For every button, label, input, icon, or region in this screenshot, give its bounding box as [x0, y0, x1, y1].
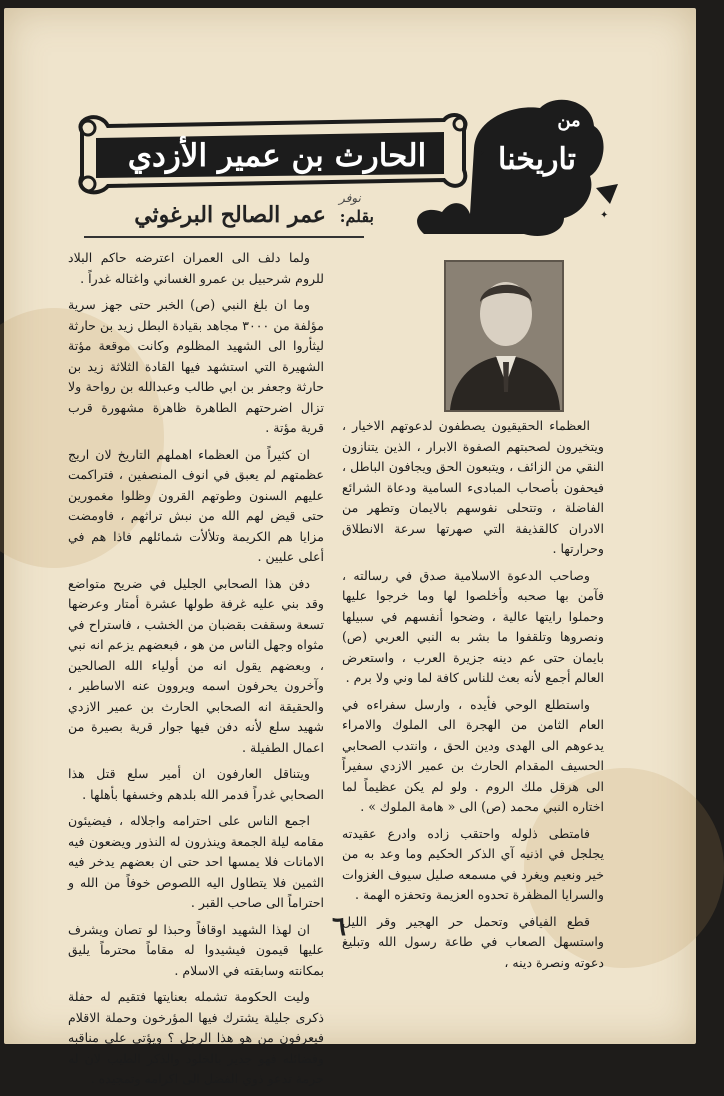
ornament-curl	[81, 177, 95, 191]
magazine-page	[4, 8, 696, 1086]
signature-mark: نوفر	[339, 191, 361, 205]
byline-label: بقلم:	[339, 207, 374, 226]
paragraph: ولما دلف الى العمران اعترضه حاكم البلاد للروم شرحبيل بن عمرو الغساني واغتاله غدراً .	[68, 250, 324, 286]
article-title: الحارث بن عمير الأزدي	[127, 138, 427, 174]
article-column-left	[68, 248, 324, 1096]
star-icon: ✦	[600, 210, 609, 221]
paragraph: اجمع الناس على احترامه واجلاله ، فيضيئون مقامه ليلة الجمعة وينذرون له النذور ويضعون فيه الامانات فلا يمسها احد حتى ان بعضهم يدخر فيه الثمين فلا يتطاول اليه اللصوص خوفاً من الله و احتراماً الى صاحب القبر .	[68, 813, 324, 910]
paragraph: قطع الفيافي وتحمل حر الهجير وقر الليل واستسهل الصعاب في طاعة رسول الله وتبليغ دعوته ونصرة دينه ،	[342, 913, 604, 970]
article-column-right	[342, 416, 604, 979]
byline-underline	[84, 236, 364, 238]
page-number: ٦	[332, 912, 346, 942]
paragraph: وصاحب الدعوة الاسلامية صدق في رسالته ، فآمن بها صحبه وأخلصوا لها وما خرجوا عليها وحملوا رايتها عالية ، وضحوا أنفسهم في سبيلها ونصروها وتلقفوا ما بشر به النبي العربي (ص) بايمان حتى عم دينه جزيرة العرب ، واستعرض العالم أجمع لأنه بعث للناس كافة لما وني ولا برم .	[342, 567, 604, 685]
paragraph: فامتطى ذلوله واحتقب زاده وادرع عقيدته يجلجل في اذنيه آي الذكر الحكيم وما وعد به من خير ونعيم ويغرد في مسمعه صليل سيوف الغزوات والسرايا المظفرة تحدوه العزيمة وتحفزه الهمة .	[342, 825, 604, 902]
paragraph: وليت الحكومة تشمله بعنايتها فتقيم له حفلة ذكرى جليلة يشترك فيها المؤرخون وحملة الاقلام فيعرفون من هو هذا الرجل ؟ ويؤتى على مناقبه وفضائله فهو جدير بالخلود والذكر الطيب لان له حرمة تدعو ذوي الفضل الى اكرامه وتمجيده .	[68, 989, 324, 1086]
paragraph: دفن هذا الصحابي الجليل في ضريح متواضع وقد بني عليه غرفة طولها عشرة أمتار وعرضها تسعة وسقفت بقضبان من الخشب ، فاستراح في مثواه وجهل الناس من هو ، فبعضهم يزعم انه نبي ، وبعضهم يقول انه من أولياء الله الصالحين وآخرون يحرفون اسمه ويروون عنه الاساطير ، والحقيقة انه الصحابي الحارث بن عمير الازدي شهيد سلع لأنه دفن فيها جوار قرية بصيرة من اعمال الطفيلة .	[68, 575, 324, 755]
badge-from: من	[557, 110, 581, 131]
paragraph: العظماء الحقيقيون يصطفون لدعوتهم الاخيار ، ويتخيرون لصحبتهم الصفوة الابرار ، الذين يتنازون النقي من الزائف ، ويتبعون الحق ويجافون الباطل ، فيحفون بأصحاب المبادىء السامية ودعاة الشرائع الفاضلة ، وتتحلى نفوسهم بالايمان وتطهر من الادران كالقذيفة التي صهرتها سرعة الانطلاق وحرارتها .	[342, 418, 604, 556]
paragraph: ويتناقل العارفون ان أمير سلع قتل هذا الصحابي غدراً فدمر الله بلدهم وخسفها بأهلها .	[68, 766, 324, 802]
author-name: عمر الصالح البرغوثي	[134, 202, 326, 228]
paragraph: ان كثيراً من العظماء اهملهم التاريخ لان اريج عظمتهم لم يعبق في انوف المنصفين ، فتراكمت عليهم السنون وطوتهم القرون وظلوا مغمورين حتى قيض لهم الله من نبش تراثهم ، فاومضت مزايا هم الكريمة وتلألأت شمائلهم فاذا هم في أعلى عليين .	[68, 446, 324, 564]
author-photo	[444, 260, 564, 412]
byline	[84, 202, 374, 228]
badge-word: تاريخنا	[498, 142, 576, 177]
paragraph: وما ان بلغ النبي (ص) الخبر حتى جهز سرية مؤلفة من ٣٠٠٠ مجاهد بقيادة البطل زيد بن حارثة ليثأروا الى الشهيد المظلوم وكانت موقعة مؤتة الشهيرة التي استشهد فيها القادة الثلاثة زيد بن حارثة وجعفر بن ابي طالب وعبدالله بن رواحة ولا تزال اضرحتهم الطاهرة ظاهرة مشهورة قرب قرية مؤتة .	[68, 297, 324, 435]
portrait-icon	[446, 262, 562, 410]
star-icon: ✦	[474, 146, 486, 162]
paragraph: واستطلع الوحي فأيده ، وارسل سفراءه في العام الثامن من الهجرة الى الملوك والامراء يدعوهم الى الهدى ودين الحق ، وانتدب الصحابي الحسيف المقدام الحارث بن عمير الازدي سفيراً الى هرقل ملك الروم . ولو لم يكن عظيماً لما اختاره النبي محمد (ص) الى « هامة الملوك » .	[342, 696, 604, 814]
paragraph: ان لهذا الشهيد اوقافاً وحبذا لو تصان ويشرف عليها قيمون فيشيدوا له مقاماً محترماً يليق بمكانته وسابقته في الاسلام .	[68, 921, 324, 978]
ornament-curl	[81, 121, 95, 135]
badge-tail	[596, 184, 618, 204]
